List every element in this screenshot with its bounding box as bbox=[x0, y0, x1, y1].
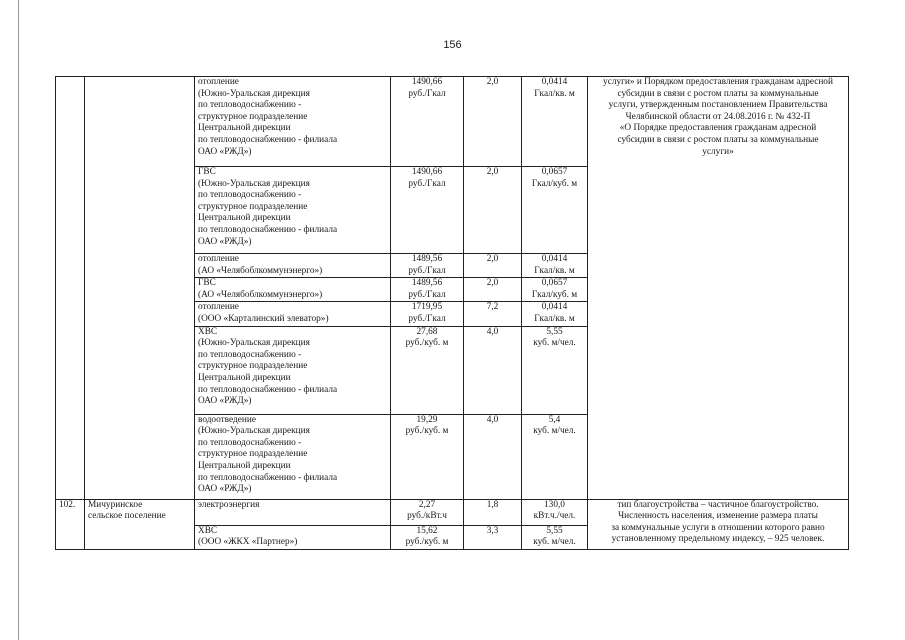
tariff-table bbox=[55, 76, 849, 550]
row-number-cell bbox=[56, 77, 85, 500]
page-margin-rule bbox=[18, 0, 19, 640]
service-cell: ХВС (Южно-Уральская дирекция по тепловодоснабжению - структурное подразделение Центральной дирекции по тепловодоснабжению - филиала ОАО «РЖД») bbox=[195, 326, 391, 414]
norm-cell: 0,0414 Гкал/кв. м bbox=[522, 302, 588, 326]
index-cell: 1,8 bbox=[464, 499, 522, 525]
norm-cell: 5,55 куб. м/чел. bbox=[522, 326, 588, 414]
index-cell: 2,0 bbox=[464, 77, 522, 167]
service-cell: ГВС (АО «Челябоблкоммунэнерго») bbox=[195, 278, 391, 302]
index-cell: 2,0 bbox=[464, 278, 522, 302]
service-cell: отопление (ООО «Карталинский элеватор») bbox=[195, 302, 391, 326]
norm-cell: 0,0414 Гкал/кв. м bbox=[522, 254, 588, 278]
tariff-cell: 27,68 руб./куб. м bbox=[391, 326, 464, 414]
service-cell: отопление (Южно-Уральская дирекция по тепловодоснабжению - структурное подразделение Центральной дирекции по тепловодоснабжению - филиала ОАО «РЖД») bbox=[195, 77, 391, 167]
page-number: 156 bbox=[443, 39, 462, 51]
norm-cell: 5,4 куб. м/чел. bbox=[522, 414, 588, 499]
note-cell: тип благоустройства – частичное благоустройство. Численность населения, изменение размера платы за коммунальные услуги в отношении которого равно установленному предельному индексу, – 925 человек. bbox=[588, 499, 849, 549]
table-row bbox=[56, 499, 849, 525]
tariff-cell: 1490,66 руб./Гкал bbox=[391, 167, 464, 254]
index-cell: 2,0 bbox=[464, 167, 522, 254]
index-cell: 4,0 bbox=[464, 326, 522, 414]
note-cell: услуги» и Порядком предоставления гражданам адресной субсидии в связи с ростом платы за коммунальные услуги, утвержденным постановлением Правительства Челябинской области от 24.08.2016 г. № 432-П «О Порядке предоставления гражданам адресной субсидии в связи с ростом платы за коммунальные услуги» bbox=[588, 77, 849, 500]
row-number-cell: 102. bbox=[56, 499, 85, 549]
service-cell: ХВС (ООО «ЖКХ «Партнер») bbox=[195, 525, 391, 549]
norm-cell: 0,0657 Гкал/куб. м bbox=[522, 278, 588, 302]
tariff-cell: 2,27 руб./кВт.ч bbox=[391, 499, 464, 525]
index-cell: 2,0 bbox=[464, 254, 522, 278]
settlement-cell bbox=[85, 77, 195, 500]
tariff-cell: 1489,56 руб./Гкал bbox=[391, 254, 464, 278]
norm-cell: 130,0 кВт.ч./чел. bbox=[522, 499, 588, 525]
index-cell: 4,0 bbox=[464, 414, 522, 499]
tariff-cell: 15,62 руб./куб. м bbox=[391, 525, 464, 549]
service-cell: отопление (АО «Челябоблкоммунэнерго») bbox=[195, 254, 391, 278]
table-row bbox=[56, 77, 849, 167]
settlement-cell: Мичуринское сельское поселение bbox=[85, 499, 195, 549]
service-cell: водоотведение (Южно-Уральская дирекция по тепловодоснабжению - структурное подразделение Центральной дирекции по тепловодоснабжению - филиала ОАО «РЖД») bbox=[195, 414, 391, 499]
norm-cell: 5,55 куб. м/чел. bbox=[522, 525, 588, 549]
index-cell: 7,2 bbox=[464, 302, 522, 326]
tariff-cell: 1719,95 руб./Гкал bbox=[391, 302, 464, 326]
service-cell: ГВС (Южно-Уральская дирекция по тепловодоснабжению - структурное подразделение Центральной дирекции по тепловодоснабжению - филиала ОАО «РЖД») bbox=[195, 167, 391, 254]
tariff-cell: 19,29 руб./куб. м bbox=[391, 414, 464, 499]
tariff-cell: 1490,66 руб./Гкал bbox=[391, 77, 464, 167]
index-cell: 3,3 bbox=[464, 525, 522, 549]
norm-cell: 0,0657 Гкал/куб. м bbox=[522, 167, 588, 254]
service-cell: электроэнергия bbox=[195, 499, 391, 525]
tariff-cell: 1489,56 руб./Гкал bbox=[391, 278, 464, 302]
norm-cell: 0,0414 Гкал/кв. м bbox=[522, 77, 588, 167]
